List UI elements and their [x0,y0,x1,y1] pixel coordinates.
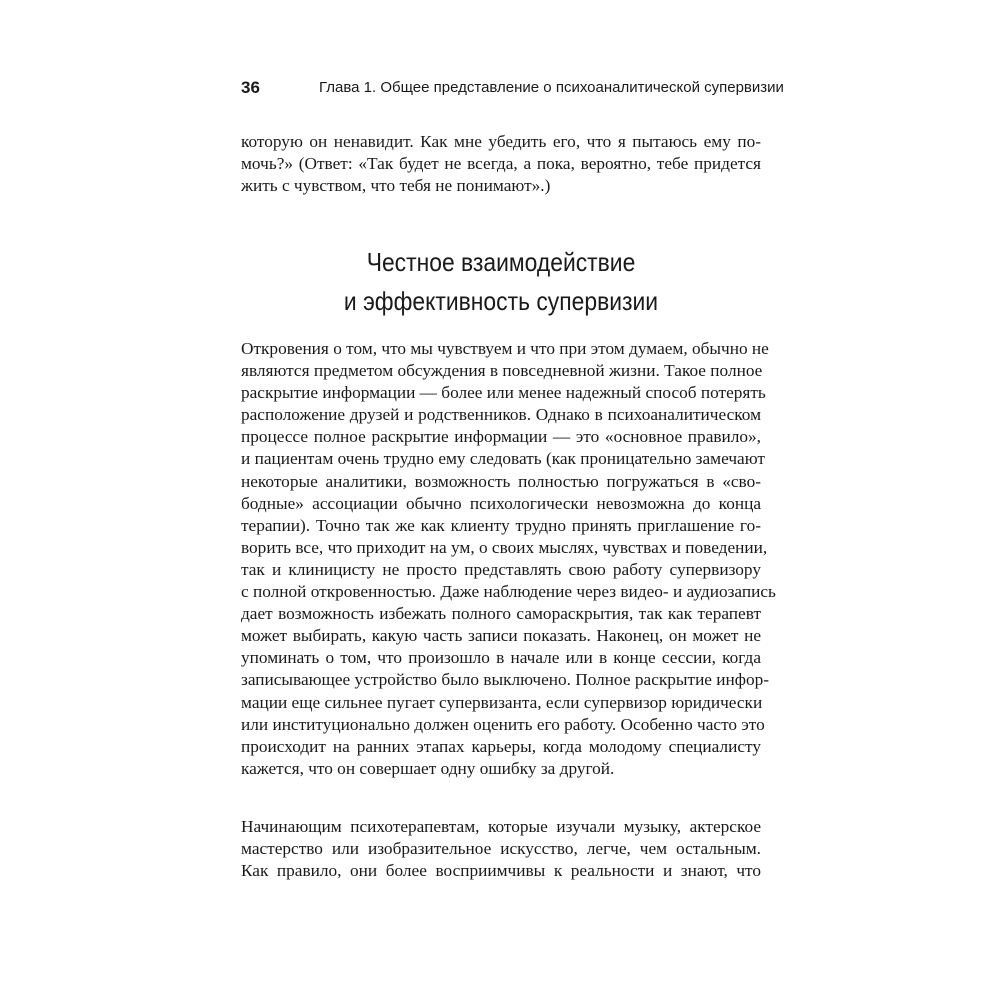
text-line: ворить все, что приходит на ум, о своих мыслях, чувствах и поведении, [241,537,768,557]
text-line: Как правило, они более восприимчивы к реальности и знают, что [241,861,761,881]
text-line: мастерство или изобразительное искусство, легче, чем остальным. [241,839,761,859]
text-line: Начинающим психотерапевтам, которые изучали музыку, актерское [241,817,761,836]
text-line: бодные» ассоциации обычно психологически невозможна до конца [241,493,761,513]
text-line: раскрытие информации — более или менее надежный способ потерять [241,383,766,403]
text-line: процессе полное раскрытие информации — это «основное правило», [241,427,761,447]
page-number: 36 [241,78,260,97]
text-line: которую он ненавидит. Как мне убедить его, что я пытаюсь ему по- [241,132,761,151]
text-line: упоминать о том, что произошло в начале или в конце сессии, когда [241,648,761,668]
text-line: так и клиницисту не просто представлять свою работу супервизору [241,559,761,579]
text-line: Откровения о том, что мы чувствуем и что при этом думаем, обычно не [241,339,769,358]
section-heading-line: Честное взаимодействие [366,247,636,277]
text-line: дает возможность избежать полного самораскрытия, так как терапевт [241,604,761,624]
text-line: являются предметом обсуждения в повседневной жизни. Такое полное [241,361,763,381]
text-line: или институционально должен оценить его работу. Особенно часто это [241,714,765,734]
paragraph-2 [241,816,761,882]
page-header [241,78,784,102]
text-line: и пациентам очень трудно ему следовать (как проницательно замечают [241,449,765,469]
continuation-paragraph [241,131,761,197]
text-line: расположение друзей и родственников. Однако в психоаналитическом [241,405,761,425]
text-line: кажется, что он совершает одну ошибку за другой. [241,758,615,778]
text-line: записывающее устройство было выключено. Полное раскрытие инфор- [241,670,770,690]
section-heading-line: и эффективность супервизии [343,286,659,316]
text-line: происходит на ранних этапах карьеры, когда молодому специалисту [241,736,761,756]
text-line: жить с чувством, что тебя не понимают».) [241,176,551,196]
text-line: мочь?» (Ответ: «Так будет не всегда, а пока, вероятно, тебе придется [241,154,761,174]
text-line: может выбирать, какую часть записи показать. Наконец, он может не [241,626,761,646]
paragraph-1 [241,338,776,780]
text-line: мации еще сильнее пугает супервизанта, если супервизор юридически [241,692,763,712]
running-head: Глава 1. Общее представление о психоаналитической супервизии [319,79,784,96]
text-line: с полной откровенностью. Даже наблюдение через видео- и аудиозапись [241,582,776,602]
section-heading [272,243,730,321]
text-line: терапии). Точно так же как клиенту трудно принять приглашение го- [241,515,761,535]
text-line: некоторые аналитики, возможность полностью погружаться в «сво- [241,471,761,491]
